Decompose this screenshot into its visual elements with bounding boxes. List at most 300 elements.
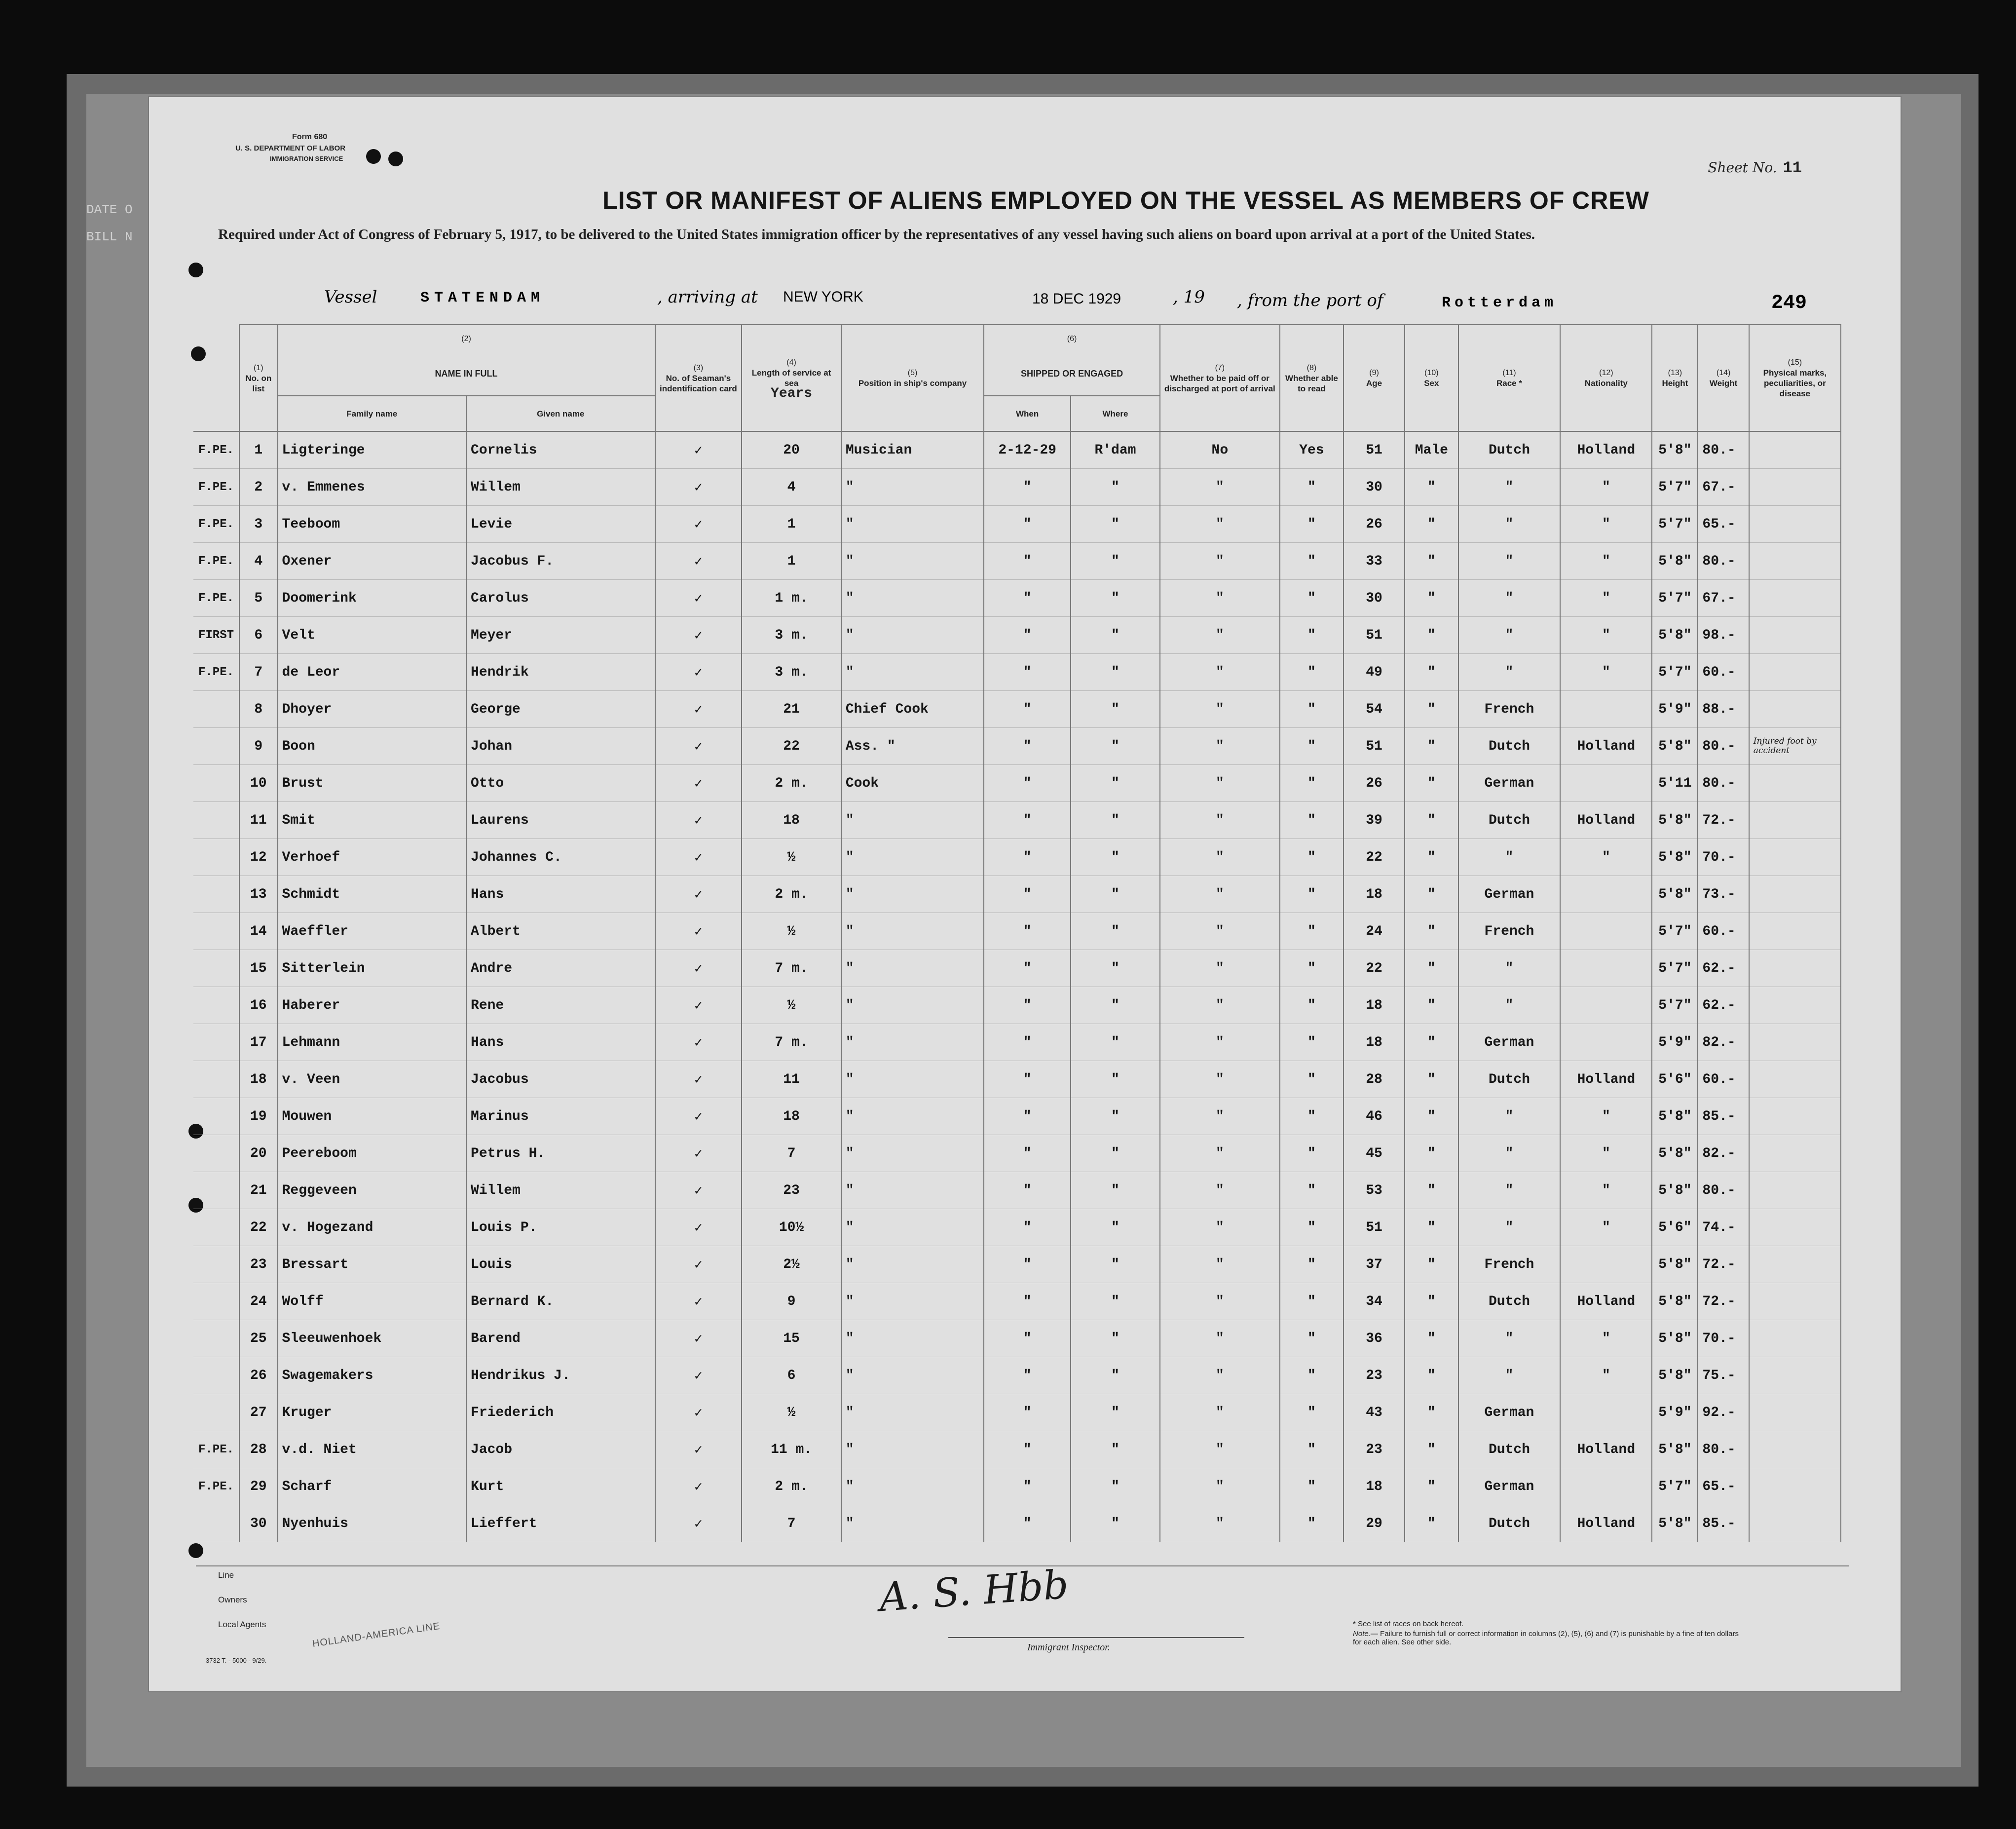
able-to-read: " (1280, 876, 1344, 913)
length-of-service: 7 (742, 1505, 841, 1542)
height: 5'8" (1652, 543, 1698, 580)
table-row (193, 1320, 1841, 1357)
weight: 62.- (1698, 987, 1749, 1024)
given-name: Meyer (466, 617, 655, 654)
punch-hole (188, 1543, 203, 1558)
shipped-where: " (1071, 839, 1160, 876)
race: " (1458, 654, 1561, 691)
nationality: Holland (1560, 1061, 1652, 1098)
sex: " (1405, 469, 1458, 506)
shipped-where: " (1071, 1209, 1160, 1246)
table-row (193, 765, 1841, 802)
weight: 85.- (1698, 1505, 1749, 1542)
row-marker (193, 1135, 239, 1172)
row-marker: F.PE. (193, 469, 239, 506)
sex: " (1405, 506, 1458, 543)
arrival-port: NEW YORK (783, 289, 863, 305)
given-name: Hendrikus J. (466, 1357, 655, 1394)
header-able-to-read: Whether able to read (1285, 373, 1338, 393)
weight: 80.- (1698, 431, 1749, 469)
shipped-where: " (1071, 543, 1160, 580)
id-card-checkmark: ✓ (655, 469, 742, 506)
edge-text-date: DATE O (86, 202, 133, 217)
race: " (1458, 987, 1561, 1024)
table-row (193, 1209, 1841, 1246)
shipped-when: " (984, 876, 1071, 913)
weight: 80.- (1698, 765, 1749, 802)
length-of-service: 1 (742, 506, 841, 543)
arrival-date: 18 DEC 1929 (1032, 291, 1121, 307)
height: 5'8" (1652, 1505, 1698, 1542)
table-row (193, 913, 1841, 950)
length-of-service: 2 m. (742, 876, 841, 913)
length-of-service: 1 m. (742, 580, 841, 617)
form-department: U. S. DEPARTMENT OF LABOR (235, 144, 346, 152)
race: German (1458, 1024, 1561, 1061)
race: " (1458, 617, 1561, 654)
length-of-service: ½ (742, 1394, 841, 1431)
able-to-read: " (1280, 1098, 1344, 1135)
row-marker (193, 1320, 239, 1357)
able-to-read: " (1280, 839, 1344, 876)
row-marker (193, 950, 239, 987)
sheet-number-value: 11 (1783, 159, 1802, 177)
physical-marks (1749, 543, 1841, 580)
row-number: 17 (239, 1024, 278, 1061)
stamp-number: 249 (1771, 292, 1807, 314)
col-number: (1) (254, 363, 263, 372)
from-port-label: , from the port of (1237, 291, 1383, 310)
age: 24 (1344, 913, 1405, 950)
id-card-checkmark: ✓ (655, 765, 742, 802)
col-number: (5) (907, 369, 918, 377)
shipped-when: " (984, 1357, 1071, 1394)
sex: " (1405, 1098, 1458, 1135)
shipped-when: " (984, 1246, 1071, 1283)
paid-off: " (1160, 987, 1280, 1024)
able-to-read: " (1280, 617, 1344, 654)
physical-marks (1749, 913, 1841, 950)
race: Dutch (1458, 802, 1561, 839)
position: " (841, 654, 984, 691)
sex: " (1405, 839, 1458, 876)
page-title: LIST OR MANIFEST OF ALIENS EMPLOYED ON THE VESSEL AS MEMBERS OF CREW (602, 187, 1649, 214)
form-service: IMMIGRATION SERVICE (270, 155, 343, 162)
row-marker (193, 1394, 239, 1431)
shipped-when: " (984, 1320, 1071, 1357)
shipped-where: " (1071, 1394, 1160, 1431)
col-number: (11) (1502, 369, 1516, 377)
length-of-service: 4 (742, 469, 841, 506)
shipped-when: " (984, 1283, 1071, 1320)
physical-marks (1749, 1320, 1841, 1357)
weight: 60.- (1698, 1061, 1749, 1098)
race: " (1458, 506, 1561, 543)
row-number: 18 (239, 1061, 278, 1098)
given-name: Louis (466, 1246, 655, 1283)
nationality: Holland (1560, 728, 1652, 765)
able-to-read: " (1280, 1431, 1344, 1468)
table-row (193, 469, 1841, 506)
able-to-read: " (1280, 1135, 1344, 1172)
age: 28 (1344, 1061, 1405, 1098)
shipped-where: " (1071, 691, 1160, 728)
able-to-read: " (1280, 987, 1344, 1024)
header-nationality: Nationality (1584, 379, 1628, 388)
age: 22 (1344, 950, 1405, 987)
table-row (193, 1357, 1841, 1394)
length-of-service: 11 m. (742, 1431, 841, 1468)
weight: 70.- (1698, 1320, 1749, 1357)
position: " (841, 1394, 984, 1431)
table-row (193, 654, 1841, 691)
shipped-where: " (1071, 876, 1160, 913)
length-of-service: 2 m. (742, 765, 841, 802)
id-card-checkmark: ✓ (655, 728, 742, 765)
age: 51 (1344, 728, 1405, 765)
id-card-checkmark: ✓ (655, 876, 742, 913)
table-row (193, 1431, 1841, 1468)
given-name: Levie (466, 506, 655, 543)
height: 5'7" (1652, 1468, 1698, 1505)
id-card-checkmark: ✓ (655, 1209, 742, 1246)
shipped-where: " (1071, 1172, 1160, 1209)
weight: 80.- (1698, 728, 1749, 765)
row-number: 29 (239, 1468, 278, 1505)
header-given-name: Given name (466, 396, 655, 431)
shipped-where: " (1071, 987, 1160, 1024)
row-number: 15 (239, 950, 278, 987)
given-name: Barend (466, 1320, 655, 1357)
given-name: Laurens (466, 802, 655, 839)
row-number: 26 (239, 1357, 278, 1394)
weight: 65.- (1698, 506, 1749, 543)
weight: 72.- (1698, 1283, 1749, 1320)
row-number: 11 (239, 802, 278, 839)
id-card-checkmark: ✓ (655, 654, 742, 691)
shipped-when: " (984, 543, 1071, 580)
given-name: Willem (466, 1172, 655, 1209)
table-row (193, 580, 1841, 617)
row-marker: F.PE. (193, 506, 239, 543)
nationality: Holland (1560, 431, 1652, 469)
nationality: " (1560, 1320, 1652, 1357)
sex: " (1405, 1468, 1458, 1505)
table-row (193, 1246, 1841, 1283)
physical-marks (1749, 1061, 1841, 1098)
race: Dutch (1458, 431, 1561, 469)
given-name: Otto (466, 765, 655, 802)
position: " (841, 543, 984, 580)
shipped-when: " (984, 1468, 1071, 1505)
physical-marks (1749, 1209, 1841, 1246)
paid-off: " (1160, 1098, 1280, 1135)
physical-marks (1749, 1246, 1841, 1283)
weight: 73.- (1698, 876, 1749, 913)
sex: " (1405, 1320, 1458, 1357)
race: " (1458, 1209, 1561, 1246)
paid-off: " (1160, 1468, 1280, 1505)
position: " (841, 1246, 984, 1283)
table-row (193, 1505, 1841, 1542)
id-card-checkmark: ✓ (655, 802, 742, 839)
physical-marks (1749, 1024, 1841, 1061)
col-number: (12) (1599, 369, 1613, 377)
able-to-read: " (1280, 1024, 1344, 1061)
length-of-service: 1 (742, 543, 841, 580)
shipped-when: " (984, 1209, 1071, 1246)
family-name: Verhoef (278, 839, 466, 876)
col-number: (10) (1424, 369, 1439, 377)
weight: 92.- (1698, 1394, 1749, 1431)
shipped-when: " (984, 691, 1071, 728)
physical-marks (1749, 1468, 1841, 1505)
position: " (841, 1209, 984, 1246)
able-to-read: " (1280, 580, 1344, 617)
physical-marks (1749, 1283, 1841, 1320)
able-to-read: " (1280, 543, 1344, 580)
shipped-where: " (1071, 1024, 1160, 1061)
row-number: 7 (239, 654, 278, 691)
length-of-service: 21 (742, 691, 841, 728)
position: " (841, 950, 984, 987)
shipped-when: " (984, 1394, 1071, 1431)
col-number: (13) (1668, 369, 1682, 377)
family-name: Bressart (278, 1246, 466, 1283)
paid-off: " (1160, 1024, 1280, 1061)
age: 23 (1344, 1357, 1405, 1394)
given-name: Carolus (466, 580, 655, 617)
nationality (1560, 1468, 1652, 1505)
given-name: Jacob (466, 1431, 655, 1468)
physical-marks (1749, 431, 1841, 469)
age: 33 (1344, 543, 1405, 580)
nationality: " (1560, 506, 1652, 543)
shipped-where: " (1071, 1061, 1160, 1098)
nationality (1560, 950, 1652, 987)
sex: " (1405, 987, 1458, 1024)
nationality (1560, 913, 1652, 950)
race: " (1458, 1135, 1561, 1172)
print-code: 3732 T. - 5000 - 9/29. (206, 1657, 267, 1664)
given-name: Willem (466, 469, 655, 506)
sex: " (1405, 691, 1458, 728)
race: " (1458, 469, 1561, 506)
race: Dutch (1458, 1505, 1561, 1542)
family-name: Boon (278, 728, 466, 765)
family-name: Scharf (278, 1468, 466, 1505)
row-number: 5 (239, 580, 278, 617)
physical-marks (1749, 987, 1841, 1024)
able-to-read: " (1280, 765, 1344, 802)
physical-marks (1749, 1505, 1841, 1542)
nationality: " (1560, 1209, 1652, 1246)
col-number: (8) (1307, 363, 1317, 372)
family-name: Ligteringe (278, 431, 466, 469)
nationality: " (1560, 654, 1652, 691)
able-to-read: " (1280, 1320, 1344, 1357)
row-marker (193, 1505, 239, 1542)
id-card-checkmark: ✓ (655, 1431, 742, 1468)
family-name: Wolff (278, 1283, 466, 1320)
position: " (841, 1098, 984, 1135)
age: 30 (1344, 469, 1405, 506)
paid-off: " (1160, 950, 1280, 987)
row-marker (193, 728, 239, 765)
race: " (1458, 950, 1561, 987)
age: 22 (1344, 839, 1405, 876)
row-number: 14 (239, 913, 278, 950)
height: 5'8" (1652, 839, 1698, 876)
shipped-when: " (984, 580, 1071, 617)
table-row (193, 950, 1841, 987)
family-name: v. Veen (278, 1061, 466, 1098)
header-no-on-list: No. on list (245, 373, 272, 393)
family-name: Lehmann (278, 1024, 466, 1061)
row-number: 13 (239, 876, 278, 913)
length-of-service: 15 (742, 1320, 841, 1357)
shipped-where: " (1071, 1135, 1160, 1172)
height: 5'9" (1652, 691, 1698, 728)
race: German (1458, 1394, 1561, 1431)
table-row (193, 1135, 1841, 1172)
given-name: George (466, 691, 655, 728)
header-years: Years (771, 386, 813, 401)
race: French (1458, 1246, 1561, 1283)
shipped-when: " (984, 1098, 1071, 1135)
shipped-where: " (1071, 617, 1160, 654)
race: " (1458, 1098, 1561, 1135)
physical-marks (1749, 876, 1841, 913)
given-name: Lieffert (466, 1505, 655, 1542)
position: " (841, 1172, 984, 1209)
id-card-checkmark: ✓ (655, 1061, 742, 1098)
nationality: " (1560, 469, 1652, 506)
length-of-service: 7 m. (742, 950, 841, 987)
physical-marks (1749, 506, 1841, 543)
height: 5'7" (1652, 469, 1698, 506)
paid-off: " (1160, 1246, 1280, 1283)
row-marker: FIRST (193, 617, 239, 654)
shipped-when: " (984, 913, 1071, 950)
table-row (193, 728, 1841, 765)
length-of-service: ½ (742, 839, 841, 876)
age: 51 (1344, 431, 1405, 469)
id-card-checkmark: ✓ (655, 987, 742, 1024)
id-card-checkmark: ✓ (655, 1135, 742, 1172)
physical-marks: Injured foot by accident (1749, 728, 1841, 765)
position: " (841, 1320, 984, 1357)
able-to-read: " (1280, 728, 1344, 765)
row-marker: F.PE. (193, 580, 239, 617)
race: German (1458, 1468, 1561, 1505)
age: 18 (1344, 1468, 1405, 1505)
paid-off: " (1160, 1135, 1280, 1172)
length-of-service: 7 (742, 1135, 841, 1172)
weight: 75.- (1698, 1357, 1749, 1394)
paid-off: " (1160, 728, 1280, 765)
physical-marks (1749, 1357, 1841, 1394)
able-to-read: " (1280, 1468, 1344, 1505)
shipped-when: " (984, 802, 1071, 839)
crew-table (193, 324, 1841, 1542)
id-card-checkmark: ✓ (655, 839, 742, 876)
given-name: Albert (466, 913, 655, 950)
weight: 80.- (1698, 543, 1749, 580)
weight: 65.- (1698, 1468, 1749, 1505)
family-name: Oxener (278, 543, 466, 580)
row-number: 16 (239, 987, 278, 1024)
race: " (1458, 1357, 1561, 1394)
table-row (193, 543, 1841, 580)
able-to-read: " (1280, 1357, 1344, 1394)
length-of-service: 2 m. (742, 1468, 841, 1505)
physical-marks (1749, 654, 1841, 691)
id-card-checkmark: ✓ (655, 1394, 742, 1431)
nationality (1560, 1024, 1652, 1061)
position: " (841, 876, 984, 913)
position: " (841, 1283, 984, 1320)
family-name: v. Hogezand (278, 1209, 466, 1246)
paid-off: " (1160, 580, 1280, 617)
race: Dutch (1458, 1431, 1561, 1468)
shipped-where: " (1071, 469, 1160, 506)
age: 26 (1344, 765, 1405, 802)
punch-hole (188, 263, 203, 277)
race: German (1458, 765, 1561, 802)
sex: " (1405, 876, 1458, 913)
position: " (841, 1505, 984, 1542)
family-name: Swagemakers (278, 1357, 466, 1394)
sex: " (1405, 913, 1458, 950)
age: 23 (1344, 1431, 1405, 1468)
sex: " (1405, 765, 1458, 802)
nationality: " (1560, 1135, 1652, 1172)
shipped-where: " (1071, 1468, 1160, 1505)
col-number: (6) (1067, 335, 1077, 343)
physical-marks (1749, 1098, 1841, 1135)
nationality (1560, 765, 1652, 802)
able-to-read: " (1280, 1209, 1344, 1246)
nationality: Holland (1560, 802, 1652, 839)
position: " (841, 913, 984, 950)
family-name: Schmidt (278, 876, 466, 913)
row-marker (193, 802, 239, 839)
shipped-when: " (984, 469, 1071, 506)
id-card-checkmark: ✓ (655, 913, 742, 950)
able-to-read: " (1280, 913, 1344, 950)
row-number: 21 (239, 1172, 278, 1209)
height: 5'7" (1652, 506, 1698, 543)
shipped-where: " (1071, 913, 1160, 950)
height: 5'11 (1652, 765, 1698, 802)
paid-off: " (1160, 1394, 1280, 1431)
paid-off: " (1160, 839, 1280, 876)
manifest-sheet (148, 96, 1902, 1692)
able-to-read: " (1280, 506, 1344, 543)
race: Dutch (1458, 728, 1561, 765)
weight: 82.- (1698, 1024, 1749, 1061)
row-number: 22 (239, 1209, 278, 1246)
family-name: Brust (278, 765, 466, 802)
row-number: 19 (239, 1098, 278, 1135)
family-name: v. Emmenes (278, 469, 466, 506)
weight: 80.- (1698, 1172, 1749, 1209)
sex: " (1405, 1431, 1458, 1468)
header-age: Age (1366, 379, 1382, 388)
position: " (841, 1135, 984, 1172)
position: " (841, 987, 984, 1024)
